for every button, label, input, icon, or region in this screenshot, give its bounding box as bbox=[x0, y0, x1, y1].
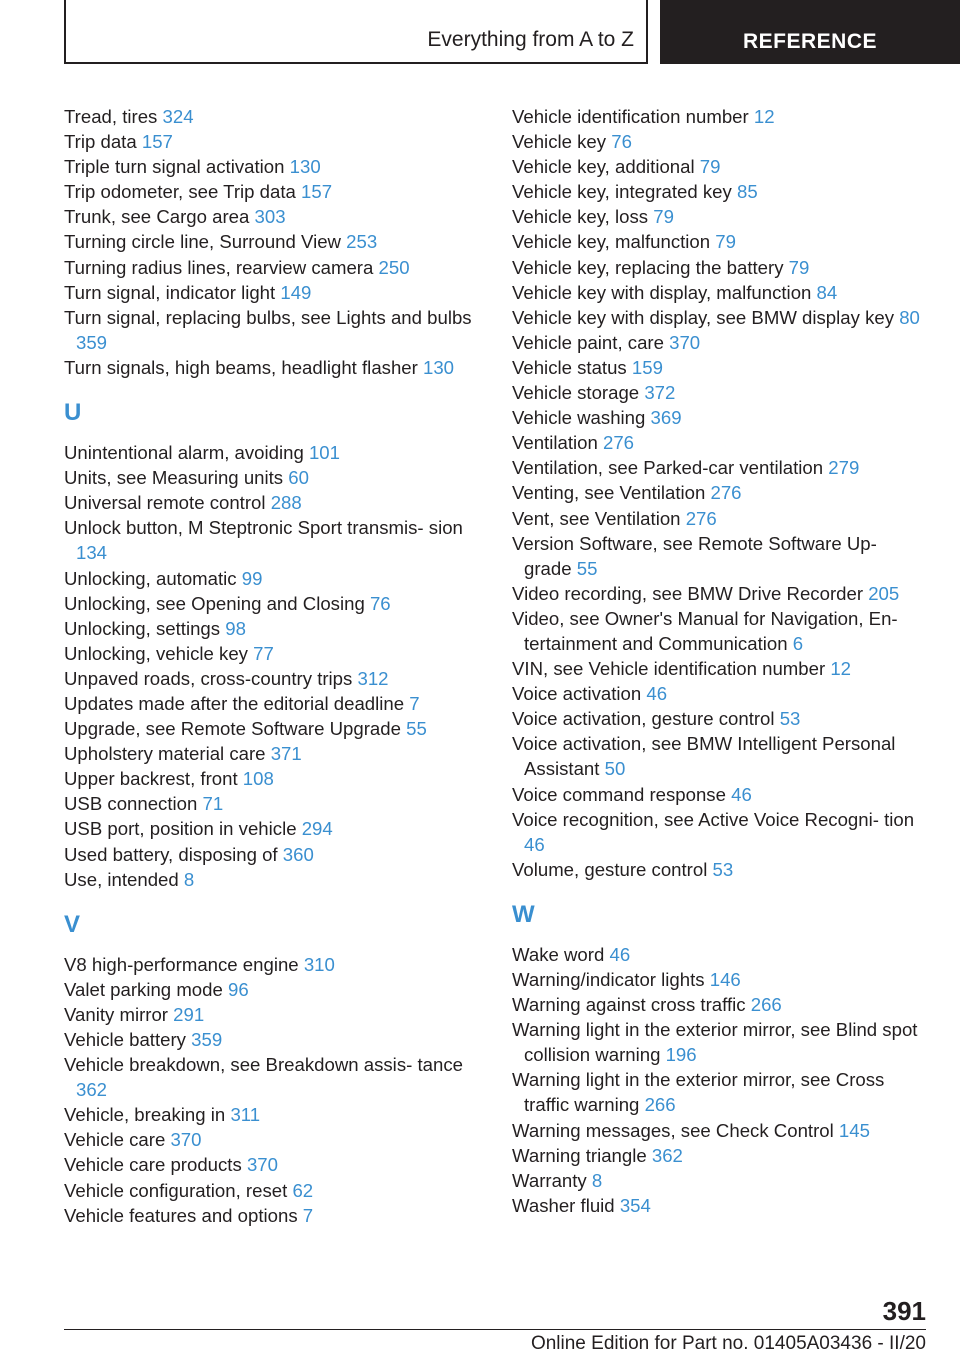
index-entry-term: Venting, see Ventilation bbox=[512, 482, 706, 504]
index-entry bbox=[512, 1017, 922, 1067]
index-entry-page-link[interactable]: 98 bbox=[225, 617, 246, 639]
index-entry-page-link[interactable]: 12 bbox=[830, 658, 852, 680]
index-entry bbox=[64, 440, 484, 465]
index-entry-page-link[interactable]: 253 bbox=[346, 231, 378, 253]
index-entry-term: Warning light in the exterior mirror, see Blind spot collision warning bbox=[512, 1019, 918, 1066]
index-entry bbox=[512, 706, 922, 731]
index-entry bbox=[512, 1118, 922, 1143]
index-entry-page-link[interactable]: 359 bbox=[76, 331, 108, 353]
index-entry-term: Voice activation, see BMW Intelligent Personal Assistant bbox=[512, 733, 896, 780]
index-entry-page-link[interactable]: 288 bbox=[270, 492, 302, 514]
index-entry bbox=[512, 179, 922, 204]
index-entry bbox=[512, 330, 922, 355]
index-entry-page-link[interactable]: 294 bbox=[301, 818, 333, 840]
index-entry-term: Use, intended bbox=[64, 868, 179, 890]
index-entry bbox=[512, 531, 922, 581]
index-entry-term: Vehicle key, malfunction bbox=[512, 231, 711, 253]
index-entry bbox=[64, 977, 484, 1002]
index-entry-term: V8 high-performance engine bbox=[64, 953, 299, 975]
index-entry-term: Vehicle status bbox=[512, 356, 627, 378]
index-entry-page-link[interactable]: 76 bbox=[611, 131, 632, 153]
index-entry bbox=[64, 1052, 484, 1102]
index-entry-term: Unlocking, see Opening and Closing bbox=[64, 592, 365, 614]
index-entry-term: Washer fluid bbox=[512, 1194, 615, 1216]
index-entry bbox=[64, 1127, 484, 1152]
index-entry-page-link[interactable]: 85 bbox=[736, 181, 758, 203]
index-entry bbox=[512, 430, 922, 455]
index-entry-term: Upper backrest, front bbox=[64, 768, 238, 790]
index-entry-page-link[interactable]: 79 bbox=[715, 231, 736, 253]
index-entry-page-link[interactable]: 324 bbox=[162, 106, 194, 127]
index-entry-page-link[interactable]: 370 bbox=[669, 331, 701, 353]
index-entry-page-link[interactable]: 96 bbox=[228, 978, 249, 1000]
index-entry-term: Upgrade, see Remote Software Upgrade bbox=[64, 718, 401, 740]
index-entry bbox=[64, 104, 484, 129]
index-entry bbox=[64, 1178, 484, 1203]
index-entry bbox=[512, 967, 922, 992]
chapter-tab bbox=[660, 0, 960, 64]
index-entry-page-link[interactable]: 157 bbox=[141, 131, 173, 153]
index-entry bbox=[512, 154, 922, 179]
index-entry bbox=[64, 355, 484, 380]
index-entry-page-link[interactable]: 303 bbox=[254, 206, 286, 228]
index-entry-page-link[interactable]: 196 bbox=[665, 1044, 697, 1066]
index-entry-term: Vehicle key, replacing the battery bbox=[512, 256, 784, 278]
chapter-label: REFERENCE bbox=[742, 30, 878, 53]
index-entry-page-link[interactable]: 7 bbox=[409, 692, 420, 714]
index-entry-term: Ventilation, see Parked-car ventilation bbox=[512, 457, 824, 479]
index-entry-page-link[interactable]: 276 bbox=[685, 507, 717, 529]
index-entry-term: Turning circle line, Surround View bbox=[64, 231, 341, 253]
index-entry-term: Unpaved roads, cross-country trips bbox=[64, 667, 353, 689]
index-entry-page-link[interactable]: 76 bbox=[369, 592, 391, 614]
index-entry bbox=[64, 816, 484, 841]
index-entry-page-link[interactable]: 53 bbox=[712, 858, 734, 880]
index-entry-page-link[interactable]: 8 bbox=[183, 868, 195, 890]
index-entry-term: Universal remote control bbox=[64, 492, 266, 514]
index-entry bbox=[512, 455, 922, 480]
index-entry-term: Turn signal, indicator light bbox=[64, 281, 276, 303]
index-entry bbox=[512, 581, 922, 606]
index-entry bbox=[512, 942, 922, 967]
index-entry bbox=[64, 791, 484, 816]
index-entry-page-link[interactable]: 312 bbox=[357, 667, 389, 689]
index-entry-term: Used battery, disposing of bbox=[64, 843, 278, 865]
index-entry-term: Vehicle battery bbox=[64, 1029, 186, 1050]
index-entry bbox=[512, 480, 922, 505]
index-entry bbox=[64, 616, 484, 641]
section-title: Everything from A to Z bbox=[427, 28, 634, 51]
index-entry bbox=[64, 766, 484, 791]
index-entry-page-link[interactable]: 8 bbox=[591, 1169, 603, 1191]
index-entry bbox=[64, 591, 484, 616]
index-entry bbox=[512, 807, 922, 857]
index-entry bbox=[512, 1143, 922, 1168]
index-entry-term: Vehicle key, integrated key bbox=[512, 181, 732, 203]
index-entry-page-link[interactable]: 371 bbox=[270, 743, 302, 765]
index-entry bbox=[512, 355, 922, 380]
index-entry-term: Trunk, see Cargo area bbox=[64, 206, 250, 228]
index-entry bbox=[64, 154, 484, 179]
index-entry-page-link[interactable]: 46 bbox=[524, 833, 545, 855]
index-entry-term: Vehicle configuration, reset bbox=[64, 1179, 288, 1201]
index-entry bbox=[512, 305, 922, 330]
index-entry-term: Turn signal, replacing bulbs, see Lights and bulbs bbox=[64, 306, 472, 328]
index-entry-page-link[interactable]: 55 bbox=[406, 718, 427, 740]
index-entry-term: Triple turn signal activation bbox=[64, 156, 285, 178]
index-entry-term: Warning messages, see Check Control bbox=[512, 1119, 834, 1141]
index-entry-page-link[interactable]: 53 bbox=[779, 708, 801, 730]
index-entry-page-link[interactable]: 130 bbox=[289, 156, 321, 178]
index-entry-term: Unlocking, vehicle key bbox=[64, 642, 248, 664]
index-entry bbox=[64, 952, 484, 977]
index-entry-term: Valet parking mode bbox=[64, 978, 223, 1000]
index-entry-term: Video recording, see BMW Drive Recorder bbox=[512, 582, 864, 604]
index-entry-page-link[interactable]: 84 bbox=[816, 281, 838, 303]
index-entry bbox=[512, 857, 922, 882]
index-entry-page-link[interactable]: 159 bbox=[631, 356, 663, 378]
index-entry-term: Vanity mirror bbox=[64, 1003, 168, 1025]
index-entry-term: Vehicle storage bbox=[512, 382, 640, 404]
index-entry bbox=[512, 104, 922, 129]
index-entry-page-link[interactable]: 266 bbox=[750, 994, 782, 1016]
index-entry-page-link[interactable]: 6 bbox=[792, 632, 804, 654]
index-entry bbox=[64, 204, 484, 229]
index-entry bbox=[512, 1168, 922, 1193]
index-entry-term: Vehicle key, additional bbox=[512, 156, 695, 178]
index-entry-term: Units, see Measuring units bbox=[64, 467, 284, 489]
index-entry-page-link[interactable]: 7 bbox=[302, 1204, 314, 1226]
index-entry bbox=[512, 782, 922, 807]
index-column-left bbox=[64, 104, 484, 1228]
index-entry bbox=[512, 506, 922, 531]
index-entry bbox=[64, 867, 484, 892]
index-entry-page-link[interactable]: 362 bbox=[76, 1079, 108, 1101]
index-entry bbox=[64, 566, 484, 591]
index-entry-page-link[interactable]: 370 bbox=[246, 1154, 278, 1176]
index-entry-term: USB port, position in vehicle bbox=[64, 818, 297, 840]
index-entry-term: Turning radius lines, rearview camera bbox=[64, 256, 374, 278]
index-entry bbox=[512, 681, 922, 706]
index-entry-page-link[interactable]: 149 bbox=[280, 281, 312, 303]
index-entry-page-link[interactable]: 205 bbox=[868, 582, 900, 604]
index-entry-term: Voice recognition, see Active Voice Recogni- tion bbox=[512, 808, 915, 830]
index-entry-term: Unlocking, settings bbox=[64, 617, 221, 639]
index-entry bbox=[64, 1152, 484, 1177]
index-entry-page-link[interactable]: 291 bbox=[173, 1003, 205, 1025]
index-entry-term: Warning triangle bbox=[512, 1144, 647, 1166]
index-entry bbox=[512, 280, 922, 305]
index-entry bbox=[64, 1002, 484, 1027]
index-entry bbox=[64, 490, 484, 515]
index-entry-term: Warning light in the exterior mirror, see Cross traffic warning bbox=[512, 1069, 885, 1116]
index-entry-page-link[interactable]: 79 bbox=[653, 206, 674, 228]
index-entry-term: Trip odometer, see Trip data bbox=[64, 181, 296, 203]
index-entry bbox=[64, 1027, 484, 1052]
index-entry-term: Upholstery material care bbox=[64, 743, 266, 765]
index-entry bbox=[512, 229, 922, 254]
index-entry bbox=[64, 129, 484, 154]
page-number: 391 bbox=[882, 1296, 926, 1326]
index-entry-term: Warning/indicator lights bbox=[512, 969, 705, 990]
index-entry bbox=[512, 204, 922, 229]
index-entry-term: Vehicle key bbox=[512, 131, 607, 153]
index-entry-term: Vehicle key with display, malfunction bbox=[512, 281, 812, 303]
index-entry-term: Video, see Owner's Manual for Navigation, En- tertainment and Communication bbox=[512, 607, 898, 654]
index-entry bbox=[64, 305, 484, 355]
index-entry-page-link[interactable]: 80 bbox=[899, 306, 920, 328]
index-entry-page-link[interactable]: 99 bbox=[241, 567, 263, 589]
index-entry-term: Voice command response bbox=[512, 783, 726, 805]
index-entry bbox=[64, 1102, 484, 1127]
index-entry bbox=[64, 280, 484, 305]
index-entry-term: Vehicle care products bbox=[64, 1154, 242, 1176]
index-entry bbox=[64, 465, 484, 490]
index-entry-page-link[interactable]: 276 bbox=[602, 432, 635, 454]
index-entry-page-link[interactable]: 101 bbox=[308, 442, 340, 464]
index-entry-page-link[interactable]: 279 bbox=[828, 457, 860, 479]
index-entry bbox=[512, 1067, 922, 1117]
index-entry-page-link[interactable]: 266 bbox=[644, 1094, 676, 1116]
edition-note: Online Edition for Part no. 01405A03436 - II/20 bbox=[530, 1333, 926, 1354]
index-entry-term: USB connection bbox=[64, 793, 198, 815]
index-entry-term: Vehicle paint, care bbox=[512, 331, 664, 353]
index-entry bbox=[512, 129, 922, 154]
index-entry-page-link[interactable]: 79 bbox=[699, 156, 721, 178]
index-entry-page-link[interactable]: 157 bbox=[301, 181, 333, 203]
index-entry-page-link[interactable]: 60 bbox=[288, 467, 309, 489]
index-entry-term: Warning against cross traffic bbox=[512, 994, 746, 1016]
index-entry-page-link[interactable]: 108 bbox=[242, 768, 274, 790]
index-entry bbox=[64, 255, 484, 280]
index-entry bbox=[64, 666, 484, 691]
index-entry-page-link[interactable]: 77 bbox=[253, 642, 274, 664]
index-entry bbox=[512, 380, 922, 405]
index-entry bbox=[512, 1193, 922, 1218]
index-entry-page-link[interactable]: 12 bbox=[753, 106, 775, 127]
index-entry-term: Voice activation bbox=[512, 683, 642, 705]
index-entry bbox=[64, 229, 484, 254]
index-entry-term: Ventilation bbox=[512, 432, 598, 454]
section-header bbox=[64, 0, 648, 64]
index-letter-heading: W bbox=[512, 900, 535, 928]
index-entry-term: Vehicle features and options bbox=[64, 1204, 298, 1226]
index-entry-term: Vehicle key with display, see BMW display key bbox=[512, 306, 895, 328]
index-column-right bbox=[512, 104, 922, 1218]
index-entry bbox=[512, 731, 922, 781]
index-entry-page-link[interactable]: 50 bbox=[604, 758, 626, 780]
index-entry-page-link[interactable]: 359 bbox=[191, 1029, 223, 1050]
index-entry-page-link[interactable]: 369 bbox=[650, 407, 682, 429]
index-entry-term: VIN, see Vehicle identification number bbox=[512, 658, 826, 680]
index-entry bbox=[64, 741, 484, 766]
index-entry bbox=[512, 656, 922, 681]
index-entry-term: Volume, gesture control bbox=[512, 858, 708, 880]
index-entry-term: Warranty bbox=[512, 1169, 587, 1191]
index-entry-page-link[interactable]: 370 bbox=[170, 1129, 202, 1151]
index-entry-page-link[interactable]: 79 bbox=[788, 256, 810, 278]
index-entry-term: Vent, see Ventilation bbox=[512, 507, 681, 529]
index-entry-term: Version Software, see Remote Software Up- grade bbox=[512, 532, 877, 579]
index-entry bbox=[512, 255, 922, 280]
index-entry-term: Voice activation, gesture control bbox=[512, 708, 775, 730]
index-letter-heading: V bbox=[64, 910, 81, 938]
index-entry bbox=[64, 842, 484, 867]
index-entry-page-link[interactable]: 71 bbox=[202, 793, 224, 815]
index-entry-page-link[interactable]: 55 bbox=[576, 557, 598, 579]
index-entry bbox=[512, 606, 922, 656]
index-entry-term: Trip data bbox=[64, 131, 137, 153]
index-letter-heading: U bbox=[64, 399, 82, 427]
index-entry bbox=[512, 405, 922, 430]
index-entry bbox=[64, 1203, 484, 1228]
index-entry-term: Unlocking, automatic bbox=[64, 567, 237, 589]
index-entry bbox=[64, 515, 484, 565]
index-entry bbox=[64, 691, 484, 716]
footer-divider bbox=[64, 1329, 926, 1330]
index-entry-page-link[interactable]: 46 bbox=[731, 783, 752, 805]
index-entry-term: Vehicle washing bbox=[512, 407, 646, 429]
index-entry-page-link[interactable]: 360 bbox=[282, 843, 314, 865]
index-entry-term: Turn signals, high beams, headlight flasher bbox=[64, 356, 418, 378]
index-entry-term: Vehicle care bbox=[64, 1129, 166, 1151]
index-entry-page-link[interactable]: 354 bbox=[619, 1194, 651, 1216]
index-entry-page-link[interactable]: 46 bbox=[609, 943, 631, 965]
index-entry bbox=[512, 992, 922, 1017]
index-entry bbox=[64, 179, 484, 204]
index-entry-page-link[interactable]: 311 bbox=[230, 1104, 261, 1126]
index-entry-term: Vehicle identification number bbox=[512, 106, 749, 127]
index-entry-term: Vehicle key, loss bbox=[512, 206, 649, 228]
index-entry bbox=[64, 716, 484, 741]
index-entry-page-link[interactable]: 46 bbox=[646, 683, 668, 705]
index-entry-page-link[interactable]: 62 bbox=[292, 1179, 314, 1201]
index-entry-page-link[interactable]: 276 bbox=[710, 482, 742, 504]
index-entry-term: Updates made after the editorial deadline bbox=[64, 692, 405, 714]
index-entry-page-link[interactable]: 134 bbox=[76, 542, 108, 564]
index-entry-page-link[interactable]: 362 bbox=[651, 1144, 683, 1166]
index-entry-term: Tread, tires bbox=[64, 106, 158, 127]
index-entry-page-link[interactable]: 250 bbox=[378, 256, 410, 278]
index-entry-term: Vehicle, breaking in bbox=[64, 1104, 226, 1126]
index-entry bbox=[64, 641, 484, 666]
index-entry-page-link[interactable]: 372 bbox=[644, 382, 676, 404]
index-entry-term: Unintentional alarm, avoiding bbox=[64, 442, 304, 464]
index-entry-term: Vehicle breakdown, see Breakdown assis- tance bbox=[64, 1054, 463, 1076]
index-entry-term: Wake word bbox=[512, 943, 605, 965]
index-entry-page-link[interactable]: 145 bbox=[838, 1119, 870, 1141]
index-entry-term: Unlock button, M Steptronic Sport transmis- sion bbox=[64, 517, 463, 539]
index-entry-page-link[interactable]: 130 bbox=[423, 356, 455, 378]
index-entry-page-link[interactable]: 310 bbox=[303, 953, 335, 975]
index-entry-page-link[interactable]: 146 bbox=[709, 969, 741, 990]
